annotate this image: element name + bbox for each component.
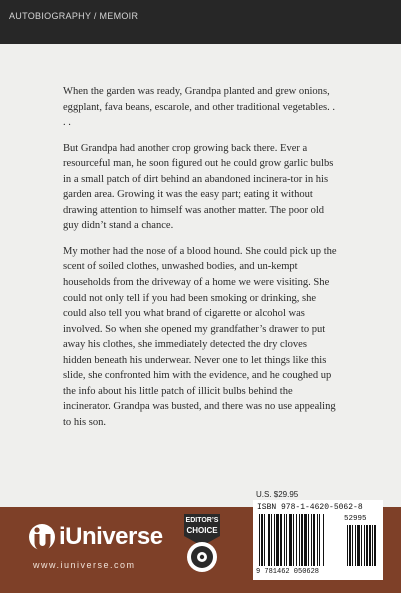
publisher-url: www.iuniverse.com	[33, 560, 136, 570]
barcode	[253, 500, 383, 580]
badge-line-1: EDITOR’S	[185, 517, 219, 524]
price-label: U.S. $29.95	[256, 490, 299, 499]
paragraph-3: My mother had the nose of a blood hound. She could pick up the scent of soiled clothes, unwashed bodies, and un-kempt households from the driveway of a home we were visiting. She could not only tell if you had been smoking or drinking, she could also tell you what brand of cigarette or alcohol was involved. So when she opened my grandfather’s drawer to put away his clothes, she immediately detected the dry cloves hidden beneath his underwear. Never one to let things like this slide, she confronted him with the evidence, and he coughed up the info about his little patch of illicit bulbs behind the incinerator. Grandpa was busted, and there was no use appealing to his son.	[63, 245, 337, 428]
isbn-digits: 9 781462 050628	[256, 568, 320, 576]
publisher-name: iUniverse	[59, 523, 163, 550]
editors-choice-badge	[181, 513, 223, 575]
addon-digits: 52995	[344, 515, 367, 523]
badge-line-2: CHOICE	[186, 526, 218, 535]
isbn-label: ISBN 978-1-4620-5062-8	[257, 503, 363, 512]
top-banner	[0, 0, 401, 44]
excerpt-text	[63, 84, 338, 440]
iuniverse-logo-icon	[28, 523, 56, 551]
paragraph-1: When the garden was ready, Grandpa planted and grew onions, eggplant, fava beans, escarole, and other traditional vegetables. . . .	[63, 86, 336, 129]
publisher-logo	[28, 523, 163, 551]
paragraph-2: But Grandpa had another crop growing back there. Ever a resourceful man, he soon figured out he could grow garlic bulbs in a small patch of dirt behind an abandoned incinera-tor in his garden area. Growing it was the easy part; eating it without drawing attention to himself was another matter. The poor old guy didn’t stand a chance.	[63, 142, 334, 232]
genre-label: AUTOBIOGRAPHY / MEMOIR	[9, 11, 139, 21]
